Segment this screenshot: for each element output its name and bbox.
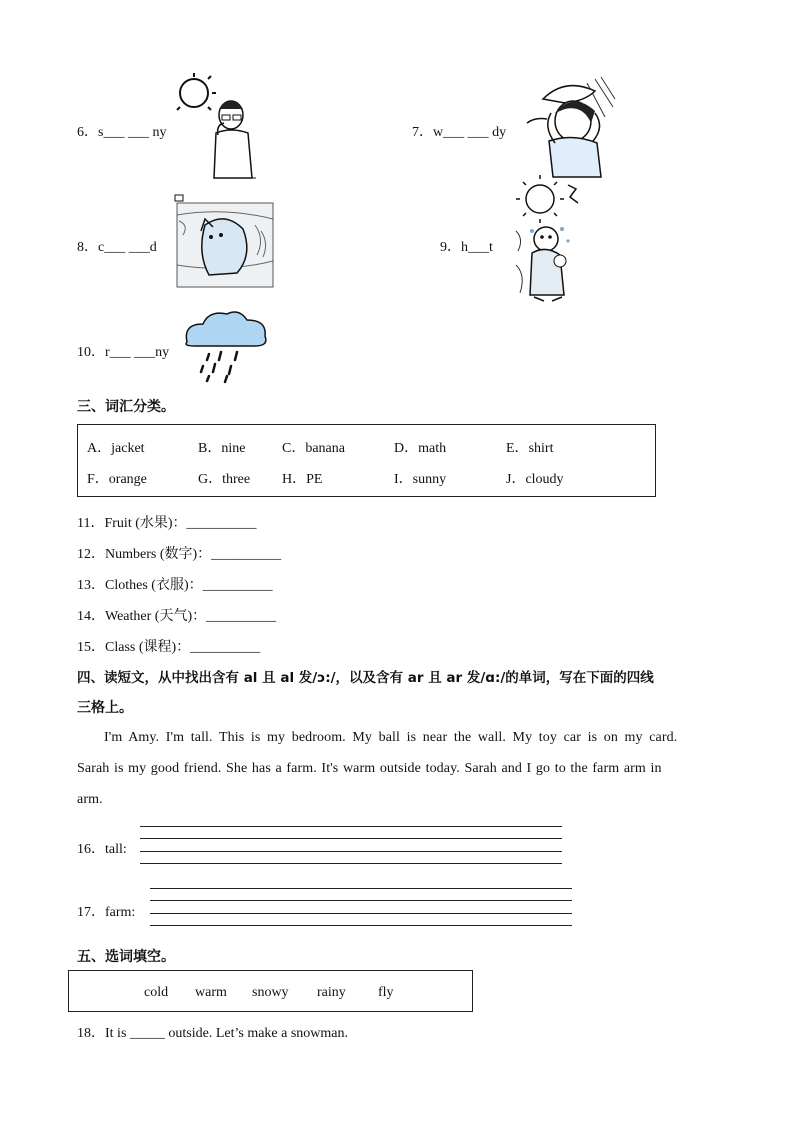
item-9 — [440, 236, 493, 256]
item-10 — [77, 341, 169, 361]
option-e: E．shirt — [506, 441, 554, 456]
item-blank-word: w___ ___ dy — [433, 125, 507, 140]
option-c: C．banana — [282, 441, 345, 456]
windy-girl-illustration — [525, 77, 615, 177]
option-a: A．jacket — [87, 441, 145, 456]
rain-cloud-icon — [181, 310, 271, 382]
option-d: D．math — [394, 441, 447, 456]
item-6 — [77, 121, 166, 141]
word-choice-fly: fly — [378, 985, 394, 1000]
hot-sun-illustration — [510, 175, 590, 305]
sunny-man-illustration — [176, 73, 256, 183]
question-16: 16．tall: — [77, 842, 127, 857]
option-h: H．PE — [282, 472, 323, 487]
reading-passage-line1: I'm Amy. I'm tall. This is my bedroom. My ball is near the wall. My toy car is on my card. — [104, 730, 678, 745]
word-choice-warm: warm — [195, 985, 227, 1000]
item-number: 8． — [77, 240, 98, 255]
word-choice-snowy: snowy — [252, 985, 289, 1000]
item-blank-word: r___ ___ny — [105, 345, 170, 360]
item-number: 6． — [77, 125, 98, 140]
word-choice-rainy: rainy — [317, 985, 346, 1000]
section4-title-cont: 三格上。 — [77, 700, 133, 716]
item-blank-word: c___ ___d — [98, 240, 157, 255]
item-blank-word: s___ ___ ny — [98, 125, 167, 140]
item-number: 9． — [440, 240, 461, 255]
section3-title: 三、词汇分类。 — [77, 399, 175, 415]
reading-passage-line3: arm. — [77, 792, 103, 807]
question-17: 17．farm: — [77, 905, 136, 920]
reading-passage-line2: Sarah is my good friend. She has a farm. It's warm outside today. Sarah and I go to the farm arm in — [77, 761, 662, 776]
item-8 — [77, 236, 157, 256]
item-number: 10． — [77, 345, 105, 360]
question-18[interactable]: 18．It is _____ outside. Let’s make a snowman. — [77, 1026, 349, 1041]
cold-cat-illustration — [175, 195, 275, 291]
question-13[interactable]: 13．Clothes (衣服)：__________ — [77, 578, 273, 593]
item-7 — [412, 121, 506, 141]
item-blank-word: h___t — [461, 240, 493, 255]
question-12[interactable]: 12．Numbers (数字)：__________ — [77, 547, 282, 562]
question-15[interactable]: 15．Class (课程)：__________ — [77, 640, 261, 655]
option-b: B．nine — [198, 441, 246, 456]
section5-title: 五、选词填空。 — [77, 949, 175, 965]
section4-title: 四、读短文，从中找出含有 al 且 al 发/ɔ:/，以及含有 ar 且 ar 发/ɑ:/的单词，写在下面的四线 — [77, 670, 654, 686]
option-j: J．cloudy — [506, 472, 564, 487]
question-11[interactable]: 11．Fruit (水果)：__________ — [77, 516, 257, 531]
option-g: G．three — [198, 472, 251, 487]
word-bank-box — [77, 424, 656, 497]
item-number: 7． — [412, 125, 433, 140]
option-f: F．orange — [87, 472, 147, 487]
option-i: I．sunny — [394, 472, 447, 487]
question-14[interactable]: 14．Weather (天气)：__________ — [77, 609, 277, 624]
word-choice-cold: cold — [144, 985, 169, 1000]
